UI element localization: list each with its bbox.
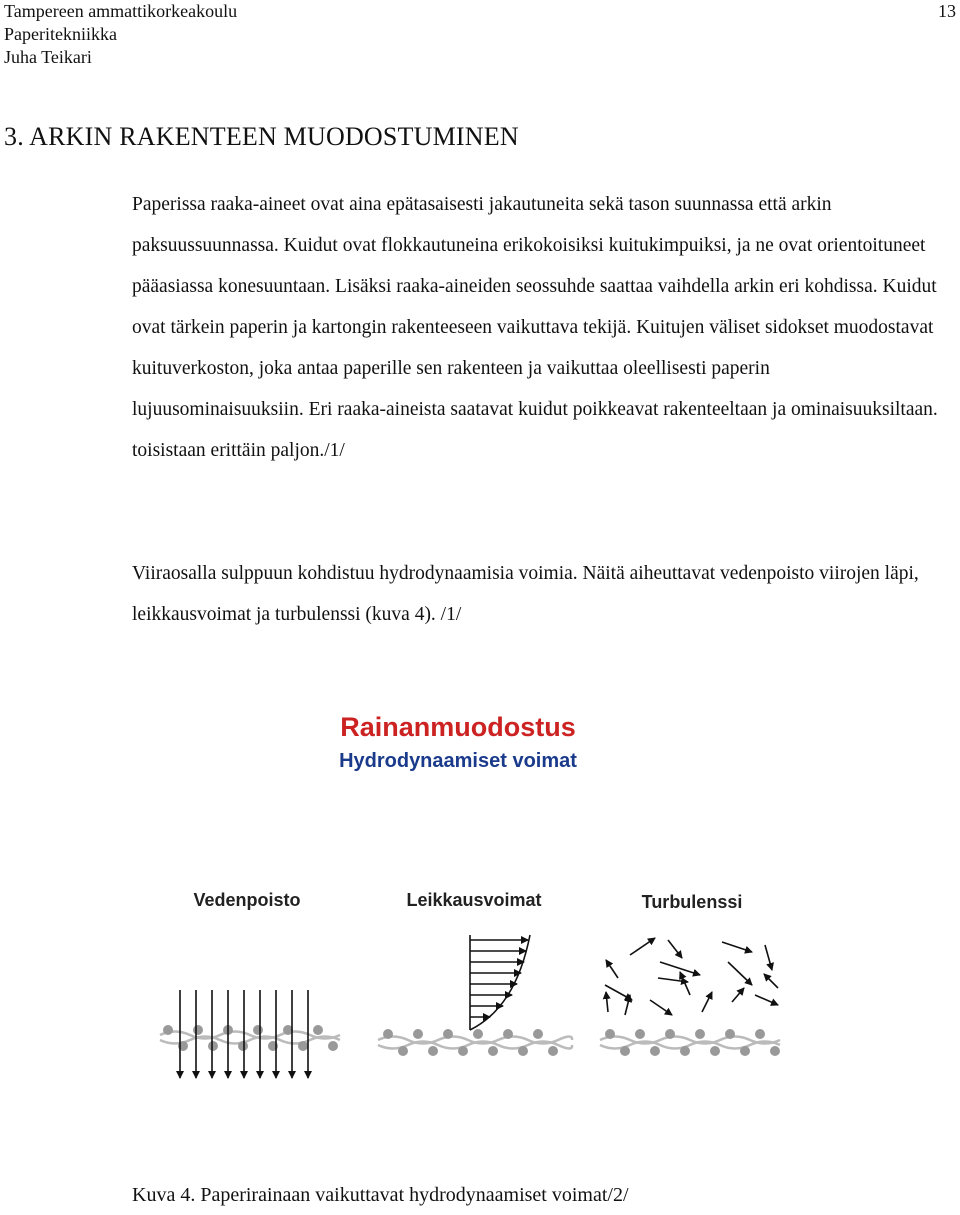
header-institution: Tampereen ammattikorkeakoulu <box>4 1 238 21</box>
drainage-panel <box>160 990 340 1078</box>
paragraph-1: Paperissa raaka-aineet ovat aina epätasaisesti jakautuneita sekä tason suunnassa että arkin paksuussuunnassa. Kuidut ovat flokkautuneina erikokoisiksi kuitukimpuiksi, ja ne ovat orientoituneet pääasiassa konesuuntaan. Lisäksi raaka-aineiden seossuhde saattaa vaihdella arkin eri kohdissa. Kuidut ovat tärkein paperin ja kartongin rakenteeseen vaikuttava tekijä. Kuitujen väliset sidokset muodostavat kuituverkoston, joka antaa paperille sen rakenteen ja vaikuttaa oleellisesti paperin lujuusominaisuuksiin. Eri raaka-aineista saatavat kuidut poikkeavat rakenteeltaan ja ominaisuuksiltaan. toisistaan erittäin paljon./1/ <box>132 194 938 461</box>
label-turbulenssi: Turbulenssi <box>641 892 743 912</box>
header-author: Juha Teikari <box>4 47 92 67</box>
turbulence-panel <box>600 938 780 1056</box>
header-department: Paperitekniikka <box>4 24 117 44</box>
shear-profile-arrows <box>470 940 528 1017</box>
shear-panel <box>378 935 572 1056</box>
label-leikkausvoimat: Leikkausvoimat <box>406 890 542 910</box>
figure-subtitle: Hydrodynaamiset voimat <box>339 750 577 772</box>
document-header <box>4 0 237 69</box>
label-vedenpoisto: Vedenpoisto <box>193 890 301 910</box>
figure-caption: Kuva 4. Paperirainaan vaikuttavat hydrodynaamiset voimat/2/ <box>132 1184 629 1206</box>
section-title: 3. ARKIN RAKENTEEN MUODOSTUMINEN <box>4 122 519 151</box>
paragraph-2: Viiraosalla sulppuun kohdistuu hydrodynaamisia voimia. Näitä aiheuttavat vedenpoisto viirojen läpi, leikkausvoimat ja turbulenssi (kuva 4). /1/ <box>132 563 919 625</box>
figure-hydrodynamic-forces <box>150 700 810 1100</box>
figure-title: Rainanmuodostus <box>340 712 576 742</box>
page-number: 13 <box>938 1 956 21</box>
turbulence-arrows <box>605 938 778 1015</box>
